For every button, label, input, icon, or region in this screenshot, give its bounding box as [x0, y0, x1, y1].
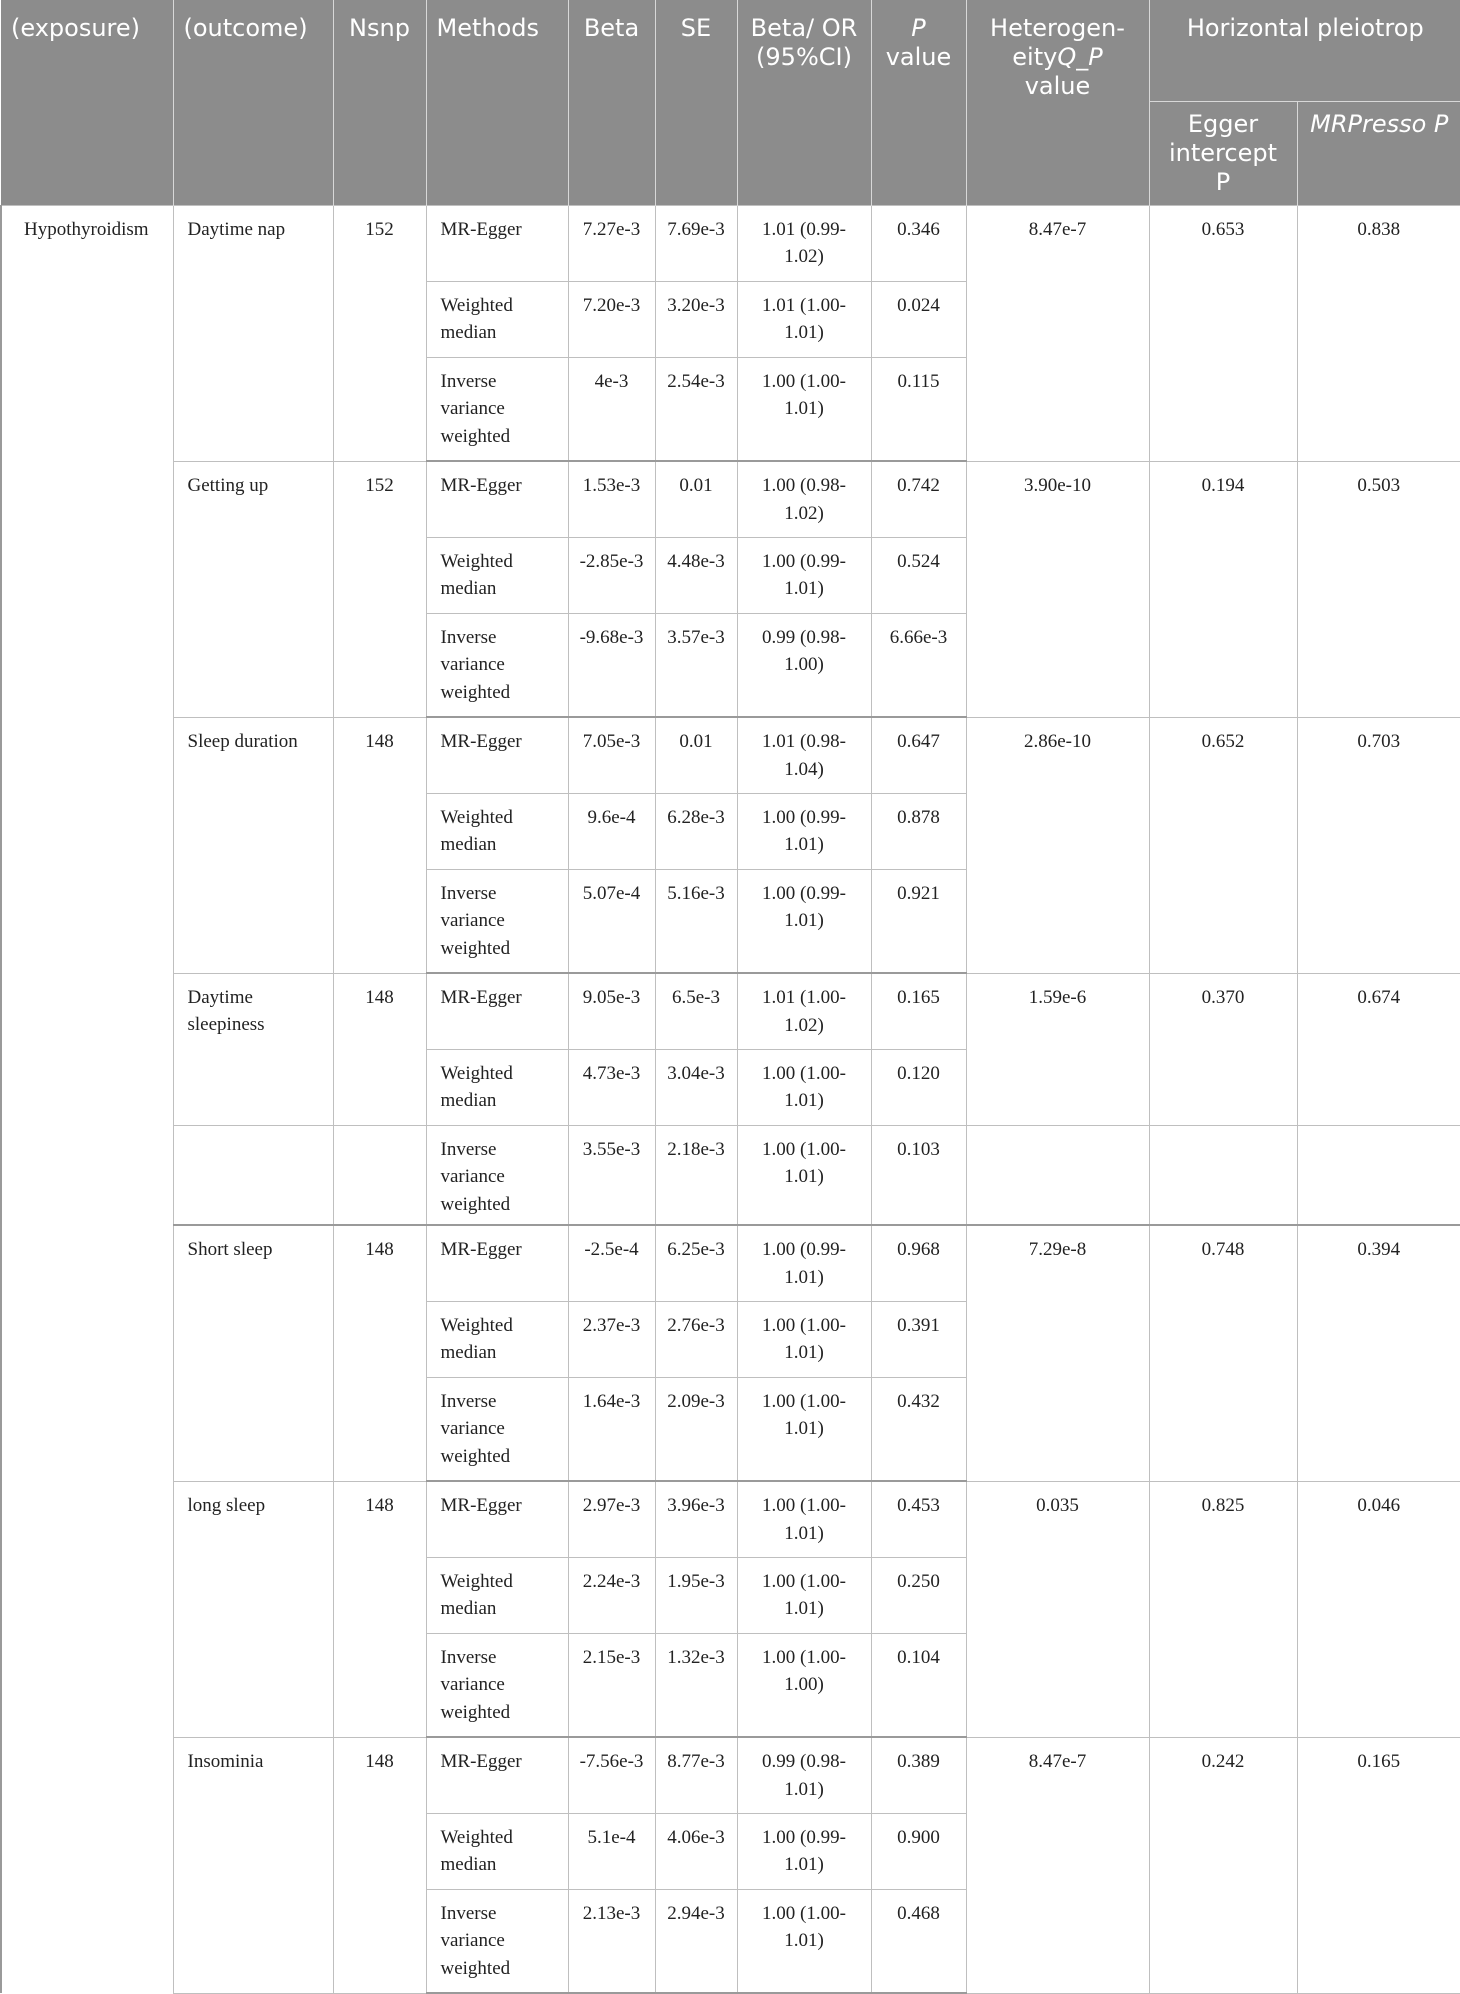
header-methods: Methods: [426, 0, 568, 205]
method-cell: Inverse variance weighted: [426, 613, 568, 717]
mrpresso-cell: 0.703: [1297, 717, 1460, 973]
nsnp-cell: 148: [333, 1225, 426, 1481]
beta-cell: 4.73e-3: [568, 1049, 655, 1125]
header-heterogeneity: [966, 0, 1149, 205]
nsnp-cell-empty: [333, 1125, 426, 1225]
egger-intercept-cell: 0.652: [1149, 717, 1297, 973]
mrpresso-cell: 0.165: [1297, 1737, 1460, 1993]
method-cell: Inverse variance weighted: [426, 357, 568, 461]
p-value-cell: 0.024: [871, 281, 966, 357]
beta-or-cell: 1.00 (0.99-1.01): [737, 869, 871, 973]
table-header: [1, 0, 1460, 205]
se-cell: 2.09e-3: [655, 1377, 737, 1481]
beta-or-cell: 1.00 (1.00-1.01): [737, 1125, 871, 1225]
header-p-italic: P: [911, 14, 926, 42]
method-cell: Weighted median: [426, 793, 568, 869]
beta-cell: 2.37e-3: [568, 1301, 655, 1377]
p-value-cell: 6.66e-3: [871, 613, 966, 717]
se-cell: 6.28e-3: [655, 793, 737, 869]
heterogeneity-cell: 3.90e-10: [966, 461, 1149, 717]
nsnp-cell: 148: [333, 973, 426, 1125]
egger-intercept-cell-empty: [1149, 1125, 1297, 1225]
beta-or-cell: 1.00 (1.00-1.01): [737, 1557, 871, 1633]
mrpresso-cell-empty: [1297, 1125, 1460, 1225]
beta-cell: 1.64e-3: [568, 1377, 655, 1481]
se-cell: 4.48e-3: [655, 537, 737, 613]
se-cell: 0.01: [655, 717, 737, 793]
beta-cell: 2.24e-3: [568, 1557, 655, 1633]
egger-intercept-cell: 0.825: [1149, 1481, 1297, 1737]
beta-or-cell: 1.00 (1.00-1.01): [737, 1481, 871, 1557]
se-cell: 3.57e-3: [655, 613, 737, 717]
egger-intercept-cell: 0.242: [1149, 1737, 1297, 1993]
header-egger-intercept: Egger intercept P: [1149, 101, 1297, 205]
table-row: [1, 205, 1460, 281]
method-cell: Weighted median: [426, 1813, 568, 1889]
mrpresso-cell: 0.394: [1297, 1225, 1460, 1481]
beta-or-cell: 1.00 (1.00-1.01): [737, 1889, 871, 1993]
beta-cell: 9.05e-3: [568, 973, 655, 1049]
p-value-cell: 0.878: [871, 793, 966, 869]
nsnp-cell: 148: [333, 1737, 426, 1993]
se-cell: 5.16e-3: [655, 869, 737, 973]
method-cell: MR-Egger: [426, 717, 568, 793]
beta-cell: 5.1e-4: [568, 1813, 655, 1889]
header-mrpresso: MRPresso P: [1297, 101, 1460, 205]
method-cell: MR-Egger: [426, 461, 568, 537]
se-cell: 3.20e-3: [655, 281, 737, 357]
beta-or-cell: 1.01 (0.98-1.04): [737, 717, 871, 793]
beta-cell: 7.27e-3: [568, 205, 655, 281]
se-cell: 3.96e-3: [655, 1481, 737, 1557]
header-beta: Beta: [568, 0, 655, 205]
beta-or-cell: 1.00 (0.99-1.01): [737, 1225, 871, 1301]
se-cell: 4.06e-3: [655, 1813, 737, 1889]
method-cell: Weighted median: [426, 1557, 568, 1633]
mrpresso-cell: 0.674: [1297, 973, 1460, 1125]
egger-intercept-cell: 0.194: [1149, 461, 1297, 717]
se-cell: 7.69e-3: [655, 205, 737, 281]
p-value-cell: 0.250: [871, 1557, 966, 1633]
table-row: [1, 1737, 1460, 1813]
mrpresso-cell: 0.046: [1297, 1481, 1460, 1737]
heterogeneity-cell: 8.47e-7: [966, 1737, 1149, 1993]
beta-cell: -9.68e-3: [568, 613, 655, 717]
beta-or-cell: 1.00 (1.00-1.00): [737, 1633, 871, 1737]
beta-or-cell: 0.99 (0.98-1.00): [737, 613, 871, 717]
table-row: [1, 717, 1460, 793]
se-cell: 8.77e-3: [655, 1737, 737, 1813]
p-value-cell: 0.453: [871, 1481, 966, 1557]
header-p-value: [871, 0, 966, 205]
beta-or-cell: 1.00 (1.00-1.01): [737, 1301, 871, 1377]
method-cell: Weighted median: [426, 1301, 568, 1377]
outcome-cell: Getting up: [173, 461, 333, 717]
header-outcome: (outcome): [173, 0, 333, 205]
se-cell: 3.04e-3: [655, 1049, 737, 1125]
heterogeneity-cell: 1.59e-6: [966, 973, 1149, 1125]
heterogeneity-cell: 7.29e-8: [966, 1225, 1149, 1481]
p-value-cell: 0.742: [871, 461, 966, 537]
outcome-cell: Short sleep: [173, 1225, 333, 1481]
beta-or-cell: 1.01 (0.99-1.02): [737, 205, 871, 281]
header-se: SE: [655, 0, 737, 205]
beta-or-cell: 1.00 (1.00-1.01): [737, 1377, 871, 1481]
nsnp-cell: 152: [333, 205, 426, 461]
se-cell: 2.18e-3: [655, 1125, 737, 1225]
beta-or-cell: 1.01 (1.00-1.01): [737, 281, 871, 357]
p-value-cell: 0.165: [871, 973, 966, 1049]
outcome-cell: Insominia: [173, 1737, 333, 1993]
exposure-cell: Hypothyroidism: [1, 205, 173, 1993]
method-cell: Inverse variance weighted: [426, 869, 568, 973]
beta-cell: 2.15e-3: [568, 1633, 655, 1737]
beta-cell: 2.13e-3: [568, 1889, 655, 1993]
p-value-cell: 0.647: [871, 717, 966, 793]
beta-cell: 7.20e-3: [568, 281, 655, 357]
p-value-cell: 0.391: [871, 1301, 966, 1377]
egger-intercept-cell: 0.370: [1149, 973, 1297, 1125]
egger-intercept-cell: 0.748: [1149, 1225, 1297, 1481]
se-cell: 2.94e-3: [655, 1889, 737, 1993]
p-value-cell: 0.120: [871, 1049, 966, 1125]
se-cell: 1.95e-3: [655, 1557, 737, 1633]
nsnp-cell: 148: [333, 717, 426, 973]
method-cell: MR-Egger: [426, 973, 568, 1049]
beta-cell: 4e-3: [568, 357, 655, 461]
beta-cell: 5.07e-4: [568, 869, 655, 973]
mrpresso-cell: 0.838: [1297, 205, 1460, 461]
header-horizontal-pleiotropy: Horizontal pleiotrop: [1149, 0, 1460, 101]
header-nsnp: Nsnp: [333, 0, 426, 205]
outcome-cell: Sleep duration: [173, 717, 333, 973]
method-cell: Weighted median: [426, 1049, 568, 1125]
p-value-cell: 0.524: [871, 537, 966, 613]
table-row: [1, 1225, 1460, 1301]
p-value-cell: 0.115: [871, 357, 966, 461]
heterogeneity-cell: 8.47e-7: [966, 205, 1149, 461]
method-cell: MR-Egger: [426, 1225, 568, 1301]
egger-intercept-cell: 0.653: [1149, 205, 1297, 461]
header-het-post: value: [1024, 72, 1091, 100]
beta-cell: 1.53e-3: [568, 461, 655, 537]
beta-or-cell: 1.00 (0.99-1.01): [737, 1813, 871, 1889]
se-cell: 6.5e-3: [655, 973, 737, 1049]
se-cell: 0.01: [655, 461, 737, 537]
beta-or-cell: 1.00 (0.99-1.01): [737, 793, 871, 869]
table-row: [1, 1481, 1460, 1557]
beta-cell: 7.05e-3: [568, 717, 655, 793]
heterogeneity-cell: 0.035: [966, 1481, 1149, 1737]
p-value-cell: 0.968: [871, 1225, 966, 1301]
outcome-cell: long sleep: [173, 1481, 333, 1737]
nsnp-cell: 152: [333, 461, 426, 717]
method-cell: Weighted median: [426, 537, 568, 613]
table-row: [1, 1125, 1460, 1225]
outcome-cell: Daytime nap: [173, 205, 333, 461]
p-value-cell: 0.346: [871, 205, 966, 281]
beta-cell: -2.85e-3: [568, 537, 655, 613]
se-cell: 1.32e-3: [655, 1633, 737, 1737]
p-value-cell: 0.389: [871, 1737, 966, 1813]
p-value-cell: 0.900: [871, 1813, 966, 1889]
p-value-cell: 0.921: [871, 869, 966, 973]
beta-or-cell: 0.99 (0.98-1.01): [737, 1737, 871, 1813]
heterogeneity-cell: 2.86e-10: [966, 717, 1149, 973]
beta-or-cell: 1.00 (0.99-1.01): [737, 537, 871, 613]
p-value-cell: 0.432: [871, 1377, 966, 1481]
method-cell: Inverse variance weighted: [426, 1633, 568, 1737]
table-body: [1, 205, 1460, 1993]
beta-or-cell: 1.00 (0.98-1.02): [737, 461, 871, 537]
header-beta-or: Beta/ OR (95%CI): [737, 0, 871, 205]
beta-cell: -2.5e-4: [568, 1225, 655, 1301]
beta-cell: 9.6e-4: [568, 793, 655, 869]
method-cell: MR-Egger: [426, 205, 568, 281]
beta-or-cell: 1.00 (1.00-1.01): [737, 1049, 871, 1125]
beta-or-cell: 1.00 (1.00-1.01): [737, 357, 871, 461]
p-value-cell: 0.103: [871, 1125, 966, 1225]
method-cell: Inverse variance weighted: [426, 1125, 568, 1225]
beta-cell: -7.56e-3: [568, 1737, 655, 1813]
method-cell: Inverse variance weighted: [426, 1377, 568, 1481]
beta-cell: 3.55e-3: [568, 1125, 655, 1225]
se-cell: 6.25e-3: [655, 1225, 737, 1301]
method-cell: Weighted median: [426, 281, 568, 357]
header-exposure: (exposure): [1, 0, 173, 205]
outcome-cell-empty: [173, 1125, 333, 1225]
beta-or-cell: 1.01 (1.00-1.02): [737, 973, 871, 1049]
se-cell: 2.54e-3: [655, 357, 737, 461]
table-row: [1, 973, 1460, 1049]
header-p-rest: value: [885, 43, 952, 71]
outcome-cell: Daytime sleepiness: [173, 973, 333, 1125]
p-value-cell: 0.468: [871, 1889, 966, 1993]
p-value-cell: 0.104: [871, 1633, 966, 1737]
header-het-pre: Heterogen-eity: [990, 14, 1125, 71]
beta-cell: 2.97e-3: [568, 1481, 655, 1557]
header-het-italic: Q_P: [1057, 43, 1103, 71]
mrpresso-cell: 0.503: [1297, 461, 1460, 717]
heterogeneity-cell-empty: [966, 1125, 1149, 1225]
method-cell: MR-Egger: [426, 1481, 568, 1557]
method-cell: Inverse variance weighted: [426, 1889, 568, 1993]
table-row: [1, 461, 1460, 537]
se-cell: 2.76e-3: [655, 1301, 737, 1377]
nsnp-cell: 148: [333, 1481, 426, 1737]
method-cell: MR-Egger: [426, 1737, 568, 1813]
